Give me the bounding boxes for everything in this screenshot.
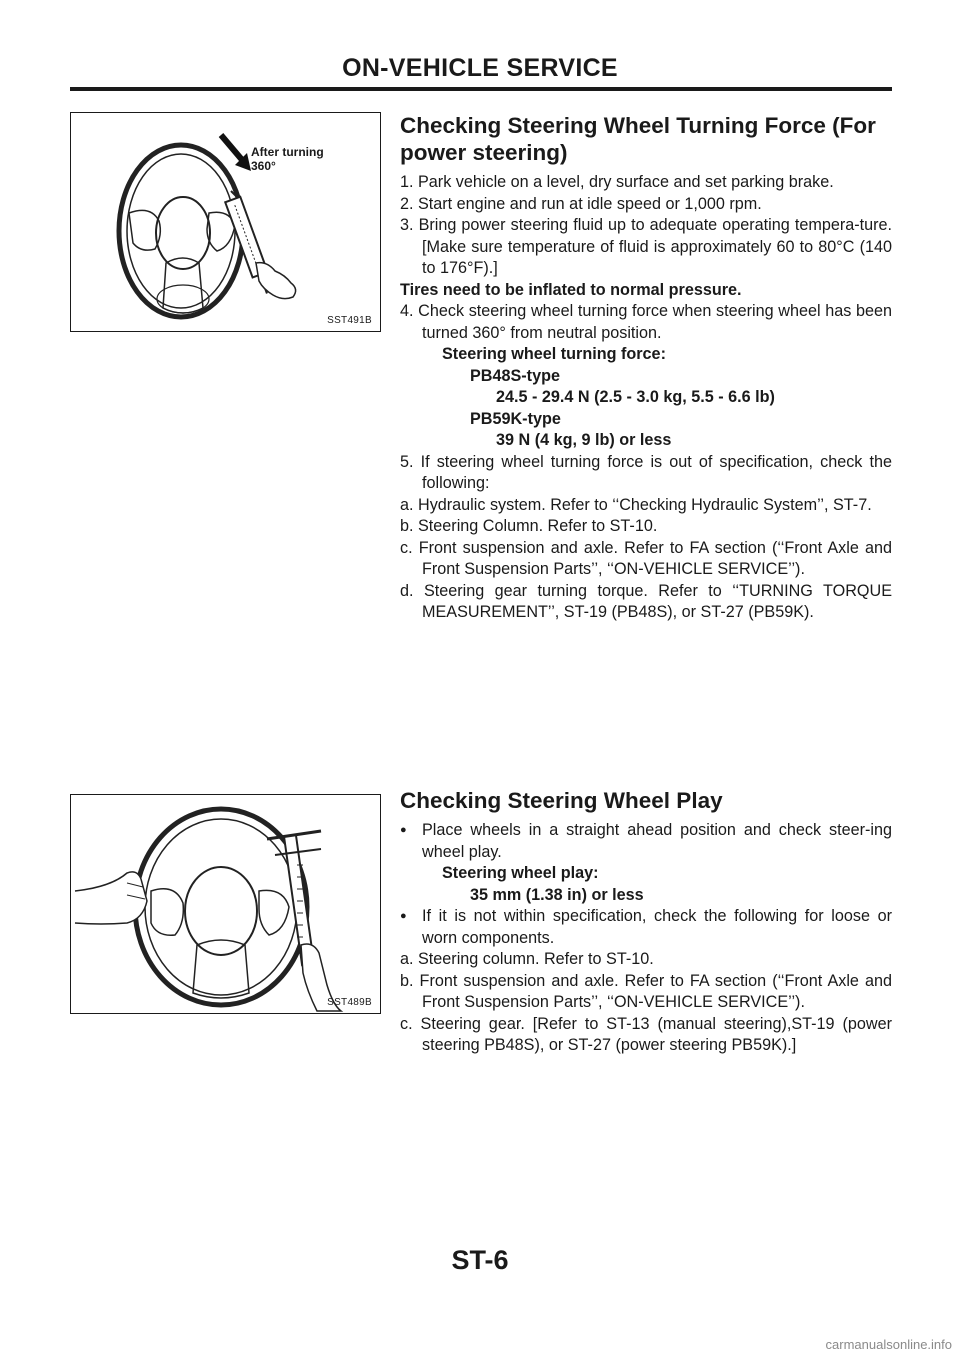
figure-wheel-play [70,794,381,1014]
tire-note: Tires need to be inflated to normal pressure. [400,280,742,299]
section-heading: Checking Steering Wheel Turning Force (For power steering) [400,113,876,165]
steering-wheel-spring-scale-illustration [71,113,379,330]
bullet-icon: ● [400,824,407,836]
sub-item-c: c. Steering gear. [Refer to ST-13 (manual steering),ST-19 (power steering PB48S), or ST-27 (power steering PB59K).] [400,1014,892,1054]
step-2: 2. Start engine and run at idle speed or 1,000 rpm. [400,194,762,213]
spec-type-pb59k: PB59K-type [470,409,561,428]
sub-item-d: d. Steering gear turning torque. Refer to ‘‘TURNING TORQUE MEASUREMENT’’, ST-19 (PB48S), or ST-27 (PB59K). [400,581,892,621]
spec-value-pb59k: 39 N (4 kg, 9 lb) or less [496,431,672,449]
step-3: 3. Bring power steering fluid up to adequate operating tempera-ture. [Make sure temperature of fluid is approximately 60 to 80°C (140 to 176°F).] [400,216,892,277]
step-5: 5. If steering wheel turning force is out of specification, check the following: [400,452,892,492]
steering-wheel-caliper-illustration [71,795,379,1012]
sub-item-b: b. Front suspension and axle. Refer to FA section (‘‘Front Axle and Front Suspension Parts’’, ‘‘ON-VEHICLE SERVICE’’). [400,971,892,1011]
sub-item-a: a. Steering column. Refer to ST-10. [400,950,654,968]
spec-value: 35 mm (1.38 in) or less [470,885,644,904]
figure-callout: After turning 360° [251,145,324,173]
figure-code: SST491B [327,315,372,326]
spec-value-pb48s: 24.5 - 29.4 N (2.5 - 3.0 kg, 5.5 - 6.6 lb) [496,388,775,406]
section-turning-force [400,112,892,624]
page-number: ST-6 [451,1245,509,1275]
figure-turning-force [70,112,381,332]
spec-label: Steering wheel turning force: [442,345,666,363]
bullet-icon: ● [400,910,407,922]
sub-item-b: b. Steering Column. Refer to ST-10. [400,517,658,535]
figure-code: SST489B [327,997,372,1008]
sub-item-c: c. Front suspension and axle. Refer to FA section (‘‘Front Axle and Front Suspension Parts’’, ‘‘ON-VEHICLE SERVICE’’). [400,538,892,578]
spec-label: Steering wheel play: [442,864,599,882]
section-wheel-play [400,787,892,1057]
step-1: 1. Park vehicle on a level, dry surface and set parking brake. [400,173,834,191]
step-4: 4. Check steering wheel turning force when steering wheel has been turned 360° from neutral position. [400,302,892,342]
bullet-item: ● If it is not within specification, check the following for loose or worn components. [400,906,892,949]
header-rule [70,87,892,91]
page-header-title: ON-VEHICLE SERVICE [342,54,618,82]
section-heading: Checking Steering Wheel Play [400,788,723,813]
sub-item-a: a. Hydraulic system. Refer to ‘‘Checking Hydraulic System’’, ST-7. [400,495,872,514]
watermark: carmanualsonline.info [825,1337,952,1352]
spec-type-pb48s: PB48S-type [470,366,560,385]
bullet-item: ● Place wheels in a straight ahead position and check steer-ing wheel play. [400,820,892,863]
